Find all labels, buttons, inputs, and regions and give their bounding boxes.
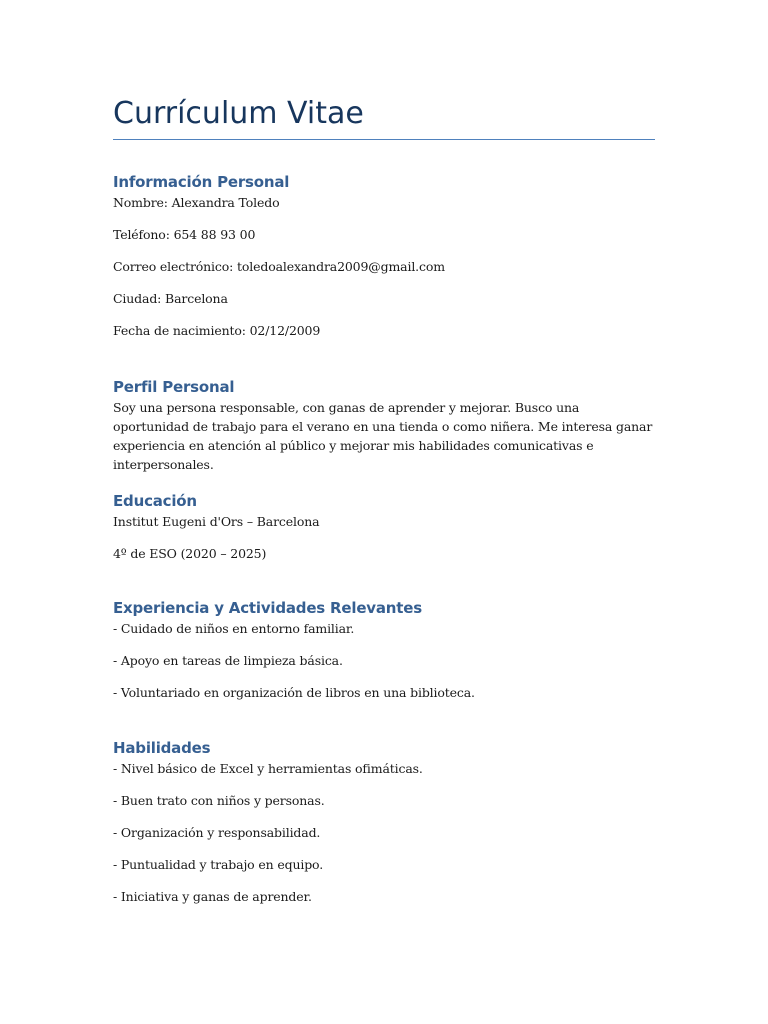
section-experience [113,597,655,702]
skill-item: - Puntualidad y trabajo en equipo. [113,857,324,872]
personal-birthdate: Fecha de nacimiento: 02/12/2009 [113,323,321,338]
skill-item: - Buen trato con niños y personas. [113,793,325,808]
experience-item: - Cuidado de niños en entorno familiar. [113,621,355,636]
section-heading-profile: Perfil Personal [113,378,235,396]
profile-text: Soy una persona responsable, con ganas de aprender y mejorar. Busco una oportunidad de trabajo para el verano en una tienda o como niñera. Me interesa ganar experiencia en atención al público y mejorar mis habilidades comunicativas e interpersonales. [113,400,653,472]
section-personal-info [113,171,655,340]
education-school: Institut Eugeni d'Ors – Barcelona [113,514,320,529]
title-divider [113,139,655,140]
section-profile [113,376,655,474]
personal-city: Ciudad: Barcelona [113,291,228,306]
page-title: Currículum Vitae [113,96,364,131]
skill-item: - Iniciativa y ganas de aprender. [113,889,312,904]
personal-email: Correo electrónico: toledoalexandra2009@gmail.com [113,259,445,274]
personal-name: Nombre: Alexandra Toledo [113,195,280,210]
personal-phone: Teléfono: 654 88 93 00 [113,227,256,242]
section-heading-personal-info: Información Personal [113,173,290,191]
section-education [113,490,655,563]
section-heading-experience: Experiencia y Actividades Relevantes [113,599,422,617]
section-heading-skills: Habilidades [113,739,211,757]
section-skills [113,737,655,906]
experience-item: - Apoyo en tareas de limpieza básica. [113,653,343,668]
section-heading-education: Educación [113,492,197,510]
skill-item: - Nivel básico de Excel y herramientas ofimáticas. [113,761,423,776]
skill-item: - Organización y responsabilidad. [113,825,321,840]
experience-item: - Voluntariado en organización de libros en una biblioteca. [113,685,475,700]
education-course: 4º de ESO (2020 – 2025) [113,546,267,561]
